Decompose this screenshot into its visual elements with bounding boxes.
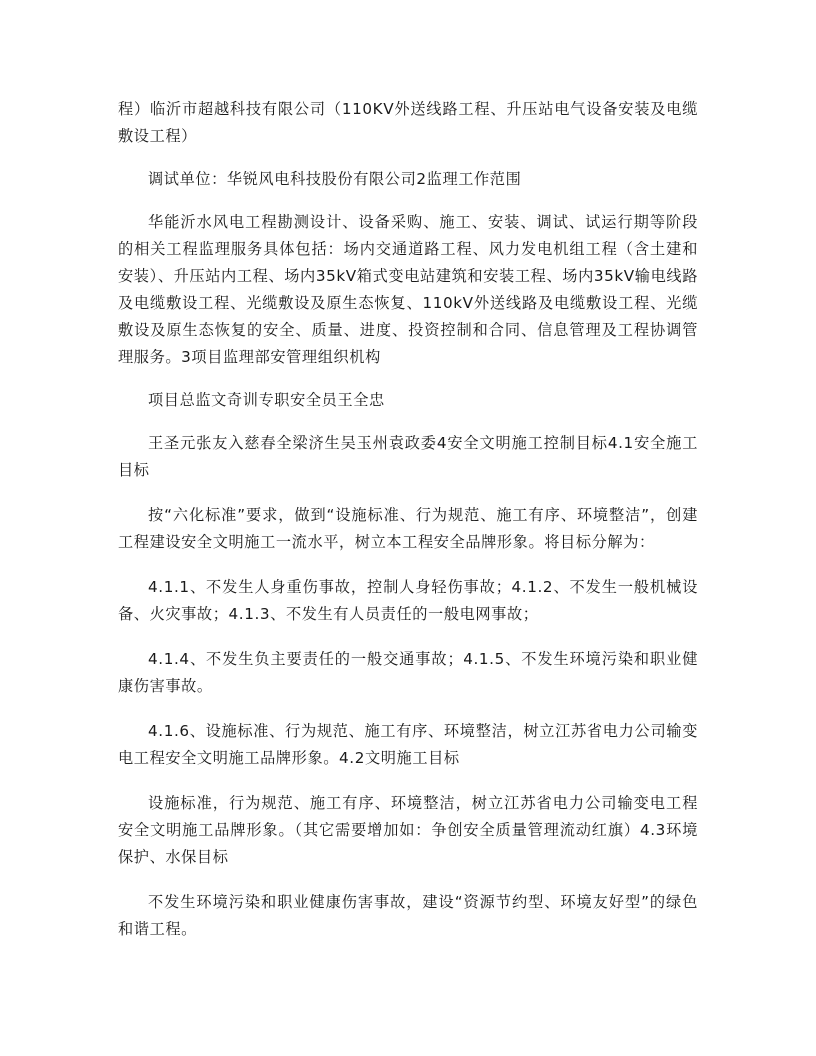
paragraph-contractor: 程）临沂市超越科技有限公司（110KV外送线路工程、升压站电气设备安装及电缆敷设工程） bbox=[118, 100, 698, 145]
paragraph-commissioning-unit: 调试单位：华锐风电科技股份有限公司2监理工作范围 bbox=[148, 170, 522, 188]
paragraph-project-director: 项目总监文奇训专职安全员王全忠 bbox=[148, 391, 385, 409]
paragraph-goal-4-1-4: 4.1.4、不发生负主要责任的一般交通事故；4.1.5、不发生环境污染和职业健康伤害事故。 bbox=[118, 650, 698, 695]
paragraph-six-standards: 按“六化标准”要求，做到“设施标准、行为规范、施工有序、环境整洁”，创建工程建设安全文明施工一流水平，树立本工程安全品牌形象。将目标分解为： bbox=[118, 506, 698, 551]
paragraph-civilized-construction: 设施标准，行为规范、施工有序、环境整洁，树立江苏省电力公司输变电工程安全文明施工品牌形象。（其它需要增加如：争创安全质量管理流动红旗）4.3环境保护、水保目标 bbox=[118, 794, 698, 866]
document-body bbox=[118, 96, 698, 943]
paragraph-members-goals: 王圣元张友入慈春全梁济生吴玉州袁政委4安全文明施工控制目标4.1安全施工目标 bbox=[118, 434, 698, 479]
paragraph-scope: 华能沂水风电工程勘测设计、设备采购、施工、安装、调试、试运行期等阶段的相关工程监理服务具体包括：场内交通道路工程、风力发电机组工程（含土建和安装）、升压站内工程、场内35kV箱式变电站建筑和安装工程、场内35kV输电线路及电缆敷设工程、光缆敷设及原生态恢复、110kV外送线路及电缆敷设工程、光缆敷设及原生态恢复的安全、质量、进度、投资控制和合同、信息管理及工程协调管理服务。3项目监理部安管理组织机构 bbox=[118, 213, 698, 366]
paragraph-environment: 不发生环境污染和职业健康伤害事故，建设“资源节约型、环境友好型”的绿色和谐工程。 bbox=[118, 893, 698, 938]
paragraph-goal-4-1-1: 4.1.1、不发生人身重伤事故，控制人身轻伤事故；4.1.2、不发生一般机械设备、火灾事故；4.1.3、不发生有人员责任的一般电网事故； bbox=[118, 578, 698, 623]
paragraph-goal-4-1-6: 4.1.6、设施标准、行为规范、施工有序、环境整洁，树立江苏省电力公司输变电工程安全文明施工品牌形象。4.2文明施工目标 bbox=[118, 722, 698, 767]
